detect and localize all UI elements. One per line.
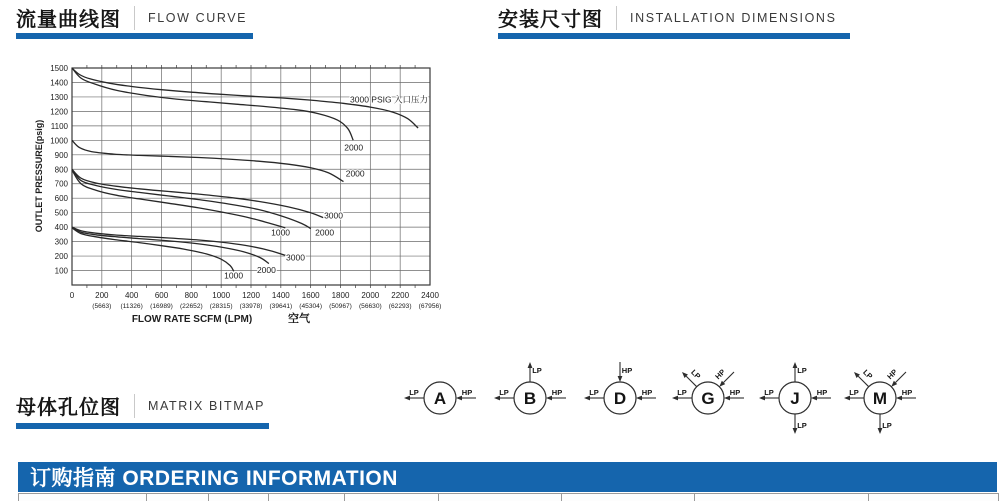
- svg-text:HP: HP: [713, 367, 728, 382]
- svg-text:HP: HP: [885, 367, 900, 382]
- port-config-m: [844, 367, 916, 434]
- port-config-d: [584, 362, 656, 414]
- flow-curve-title-zh: 流量曲线图: [16, 9, 121, 31]
- svg-text:500: 500: [54, 208, 68, 218]
- svg-text:HP: HP: [621, 366, 633, 375]
- ordering-banner-text: 订购指南 ORDERING INFORMATION: [30, 467, 398, 490]
- svg-text:(67956): (67956): [418, 303, 442, 310]
- svg-text:2000: 2000: [256, 265, 276, 276]
- installation-underline: [498, 33, 850, 39]
- svg-text:1000: 1000: [224, 270, 244, 281]
- flow-curve-header: [16, 3, 247, 32]
- svg-text:1200: 1200: [242, 291, 260, 300]
- flow-curve-chart-svg: [30, 58, 450, 333]
- svg-text:LP: LP: [689, 367, 703, 381]
- svg-text:200: 200: [95, 291, 109, 300]
- svg-text:LP: LP: [677, 388, 687, 397]
- svg-text:空气: 空气: [288, 313, 310, 325]
- svg-text:400: 400: [54, 223, 68, 233]
- svg-text:LP: LP: [409, 388, 419, 397]
- svg-text:(22652): (22652): [179, 303, 203, 310]
- svg-text:1500: 1500: [50, 64, 68, 73]
- matrix-title-en: MATRIX BITMAP: [148, 398, 266, 413]
- svg-text:LP: LP: [849, 388, 859, 397]
- svg-text:600: 600: [54, 194, 68, 204]
- header-divider: [134, 394, 135, 418]
- port-config-g: [672, 367, 744, 414]
- svg-text:1600: 1600: [301, 291, 320, 300]
- svg-text:(5663): (5663): [92, 303, 112, 310]
- svg-text:(50967): (50967): [329, 303, 352, 310]
- svg-text:400: 400: [124, 291, 139, 300]
- svg-text:0: 0: [69, 291, 75, 300]
- port-configuration-diagrams: [400, 352, 945, 444]
- svg-text:1100: 1100: [50, 121, 68, 131]
- svg-text:2000: 2000: [345, 168, 365, 179]
- svg-text:FLOW RATE SCFM (LPM): FLOW RATE SCFM (LPM): [131, 314, 253, 325]
- svg-text:(62293): (62293): [388, 303, 412, 310]
- svg-text:1000: 1000: [50, 136, 68, 146]
- svg-text:600: 600: [154, 291, 169, 300]
- svg-text:M: M: [872, 389, 888, 408]
- svg-text:LP: LP: [861, 367, 875, 381]
- svg-text:HP: HP: [729, 388, 741, 397]
- svg-text:200: 200: [54, 252, 68, 262]
- svg-text:1800: 1800: [331, 291, 350, 300]
- flow-curve-chart: [30, 58, 450, 333]
- svg-text:(33978): (33978): [239, 303, 263, 310]
- svg-text:800: 800: [54, 165, 68, 175]
- header-divider: [616, 6, 617, 30]
- installation-title-en: INSTALLATION DIMENSIONS: [630, 10, 837, 25]
- svg-text:100: 100: [54, 266, 68, 276]
- svg-text:HP: HP: [641, 388, 653, 397]
- svg-text:1400: 1400: [271, 291, 290, 300]
- installation-title-zh: 安装尺寸图: [498, 9, 603, 31]
- svg-text:3000: 3000: [324, 210, 344, 221]
- svg-text:2000: 2000: [361, 291, 380, 300]
- svg-text:(39641): (39641): [269, 303, 293, 310]
- svg-text:HP: HP: [901, 388, 913, 397]
- matrix-title-zh: 母体孔位图: [16, 397, 121, 419]
- svg-text:1400: 1400: [50, 78, 68, 88]
- port-config-b: [494, 362, 566, 414]
- svg-text:(45304): (45304): [299, 303, 323, 310]
- svg-text:1200: 1200: [50, 107, 68, 117]
- svg-text:(56630): (56630): [358, 303, 382, 310]
- svg-text:B: B: [523, 389, 537, 408]
- port-config-a: [404, 382, 476, 414]
- svg-text:2400: 2400: [421, 291, 439, 300]
- svg-text:D: D: [613, 389, 627, 408]
- svg-text:2200: 2200: [391, 291, 410, 300]
- flow-curve-title-en: FLOW CURVE: [148, 10, 248, 25]
- svg-text:1000: 1000: [212, 291, 231, 300]
- header-divider: [134, 6, 135, 30]
- svg-text:OUTLET PRESSURE(psig): OUTLET PRESSURE(psig): [34, 119, 44, 233]
- svg-text:3000: 3000: [286, 252, 305, 263]
- svg-text:900: 900: [54, 150, 68, 160]
- svg-text:(16989): (16989): [150, 303, 173, 310]
- svg-text:HP: HP: [461, 388, 473, 397]
- svg-text:800: 800: [184, 291, 199, 300]
- svg-text:2000: 2000: [344, 142, 364, 153]
- svg-text:LP: LP: [882, 421, 892, 430]
- svg-text:(11326): (11326): [120, 303, 143, 310]
- flow-curve-underline: [16, 33, 253, 39]
- svg-text:HP: HP: [816, 388, 828, 397]
- svg-text:LP: LP: [797, 366, 807, 375]
- installation-header: [498, 3, 837, 32]
- svg-text:(28315): (28315): [209, 303, 233, 310]
- port-diagrams-svg: [400, 352, 945, 444]
- svg-text:LP: LP: [499, 388, 509, 397]
- port-config-j: [759, 362, 831, 434]
- matrix-underline: [16, 423, 269, 429]
- svg-text:3000 PSIG 入口压力: 3000 PSIG 入口压力: [350, 94, 428, 105]
- svg-text:LP: LP: [589, 388, 599, 397]
- svg-text:1300: 1300: [50, 92, 68, 102]
- svg-text:LP: LP: [797, 421, 807, 430]
- svg-text:2000: 2000: [315, 227, 335, 238]
- svg-text:LP: LP: [764, 388, 774, 397]
- svg-text:700: 700: [54, 179, 68, 189]
- svg-text:HP: HP: [551, 388, 563, 397]
- ordering-banner: [18, 462, 997, 492]
- svg-text:A: A: [433, 389, 447, 408]
- svg-text:300: 300: [54, 237, 68, 247]
- svg-text:LP: LP: [532, 366, 542, 375]
- svg-text:G: G: [701, 389, 715, 408]
- svg-text:J: J: [790, 389, 800, 408]
- svg-text:1000: 1000: [271, 227, 291, 238]
- matrix-header: [16, 391, 265, 420]
